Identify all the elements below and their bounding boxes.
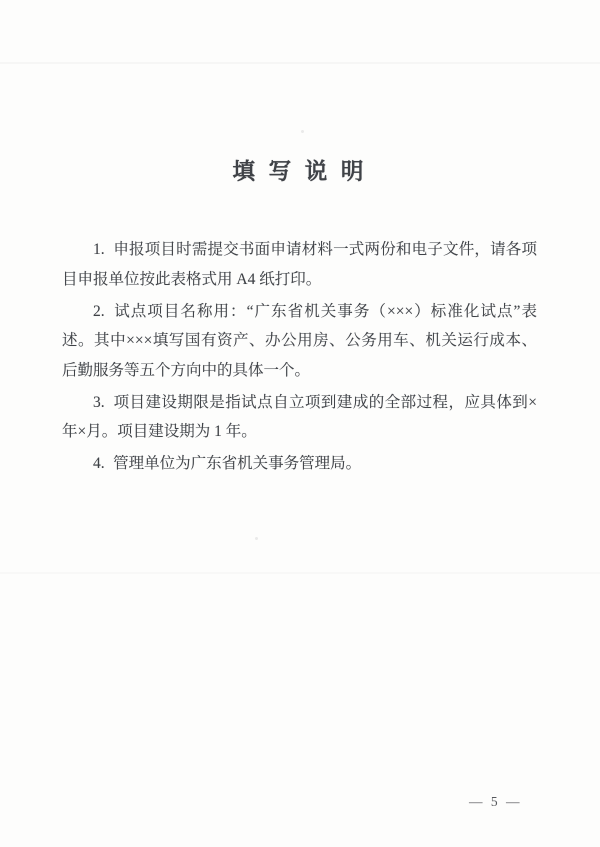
item-text: 项目建设期限是指试点自立项到建成的全部过程，应具体到×年×月。项目建设期为 1 年。 (62, 393, 537, 440)
scan-artifact-speck (255, 537, 258, 540)
scan-artifact-streak (0, 572, 600, 574)
item-text: 申报项目时需提交书面申请材料一式两份和电子文件，请各项目申报单位按此表格式用 A4 纸打印。 (62, 241, 537, 288)
item-text: 管理单位为广东省机关事务管理局。 (113, 455, 362, 472)
item-text: 试点项目名称用：“广东省机关事务（×××）标准化试点”表述。其中×××填写国有资产、办公用房、公务用车、机关运行成本、后勤服务等五个方向中的具体一个。 (62, 302, 537, 379)
item-number: 3. (93, 393, 105, 411)
instruction-item-2 (62, 297, 537, 386)
item-number: 1. (93, 241, 105, 258)
item-number: 4. (93, 455, 105, 472)
instruction-item-1 (62, 235, 537, 294)
instruction-item-4 (62, 449, 537, 479)
page-title: 填 写 说 明 (232, 159, 368, 184)
instruction-item-3 (62, 388, 537, 447)
page-number: — 5 — (469, 794, 522, 809)
item-number: 2. (93, 302, 105, 320)
instructions-body (62, 235, 537, 479)
